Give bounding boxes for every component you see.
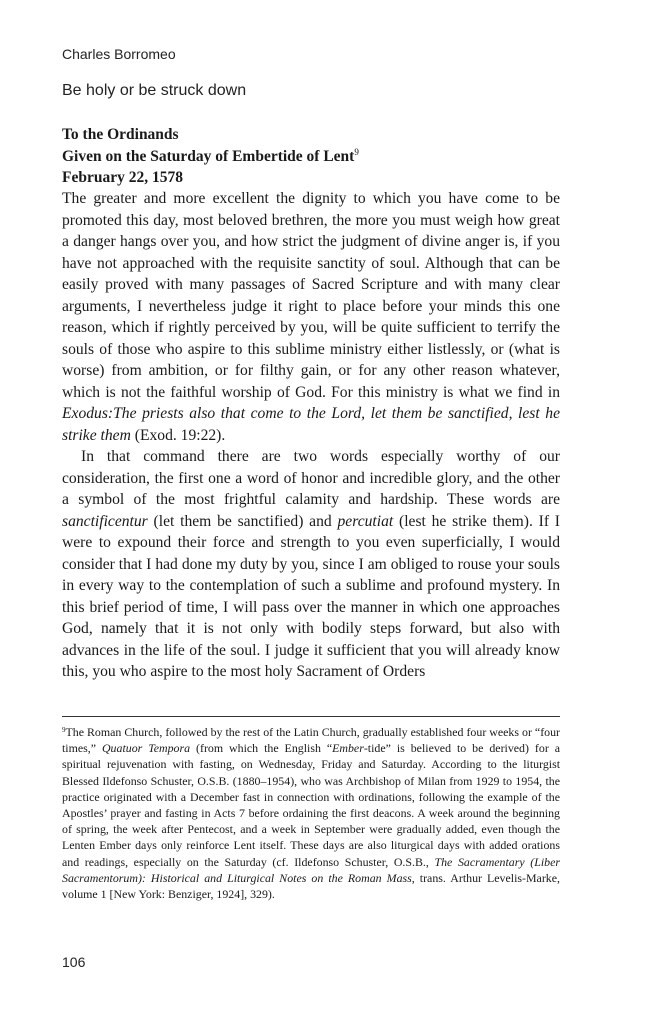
latin-term: sanctificentur [62, 512, 148, 530]
paragraph [62, 446, 560, 683]
heading-occasion-text: Given on the Saturday of Embertide of Lent [62, 147, 355, 165]
heading-date: February 22, 1578 [62, 169, 183, 186]
book-title: The Sacramentary (Liber Sacramentorum): Historical and Liturgical Notes on the Roman Mass [62, 854, 561, 885]
footnote-text: -tide” is believed to be derived) for a spiritual rejuvenation with fasting, on Wednesday, Friday and Saturday. According to the liturgist Blessed Ildefonso Schuster, O.S.B. (1880–1954), who was Archbishop of Milan from 1929 to 1954, the practice originated with a December fast in connection with ordinations, following the example of the Apostles’ prayer and fasting in Acts 7 before ordaining the first deacons. A week around the beginning of spring, the week after Pentecost, and a week in September were gradually added, even though the Lenten Ember days only reinforce Lent itself. These days are also liturgical days with added orations and readings, especially on the Saturday (cf. Ildefonso Schuster, O.S.B., [62, 741, 561, 869]
footnote-text: The Roman Church, followed by the rest of the Latin Church, gradually established four weeks or “four times,” [62, 725, 560, 756]
paragraph [62, 188, 560, 446]
footnote-text: (from which the English “ [190, 741, 333, 756]
body-text [62, 188, 560, 683]
latin-term: percutiat [337, 512, 394, 530]
term: Ember [332, 741, 364, 756]
latin-term: Quatuor Tempora [101, 741, 191, 756]
heading-addressee: To the Ordinands [62, 126, 179, 143]
paragraph-text: (lest he strike them). If I were to expound their force and strength to you even superficially, I would consider that I had done my duty by you, since I am obliged to rouse your souls in every way to the contemplation of such a sublime and profound mystery. In this brief period of time, I will pass over the manner in which one approaches God, namely that it is not only with bodily steps forward, but also with advances in the life of the soul. I judge it sufficient that you will already know this, you who aspire to the most holy Sacrament of Orders [62, 512, 560, 680]
book-name: Exodus: [62, 405, 114, 422]
scripture-quote: The priests also that come to the Lord, let them be sanctified, lest he strike them [62, 405, 560, 444]
letter-heading [62, 124, 560, 189]
footnote-reference[interactable]: 9 [354, 146, 359, 157]
scripture-reference: (Exod. 19:22). [130, 426, 226, 444]
footnote-divider [62, 716, 560, 717]
footnote [62, 724, 560, 902]
paragraph-text: The greater and more excellent the dignity to which you have come to be promoted this day, most beloved brethren, the more you must weigh how great a danger hangs over you, and how strict the judgment of divine anger is, if you have not approached with the requisite sanctity of soul. Although that can be easily proved with many passages of Sacred Scripture and with many clear arguments, I nevertheless judge it right to place before your minds this one reason, which if rightly perceived by you, will be quite sufficient to terrify the souls of those who aspire to this sublime ministry either listlessly, or (what is worse) from ambition, or for filthy gain, or for any other reason whatever, which is not the faithful worship of God. For this ministry is what we find in [62, 190, 560, 401]
footnote-text: , trans. Arthur Levelis-Marke, volume 1 [New York: Benziger, 1924], 329). [62, 870, 560, 902]
running-head: Charles Borromeo [62, 46, 176, 62]
heading-occasion [62, 146, 560, 168]
paragraph-text: In that command there are two words especially worthy of our consideration, the first one a word of honor and incredible glory, and the other a symbol of the most frightful calamity and hardship. These words are [62, 448, 560, 508]
chapter-title: Be holy or be struck down [62, 82, 247, 99]
footnote-marker: 9 [62, 726, 66, 734]
page-number: 106 [62, 954, 86, 970]
paragraph-text: (let them be sanctified) and [147, 512, 338, 530]
